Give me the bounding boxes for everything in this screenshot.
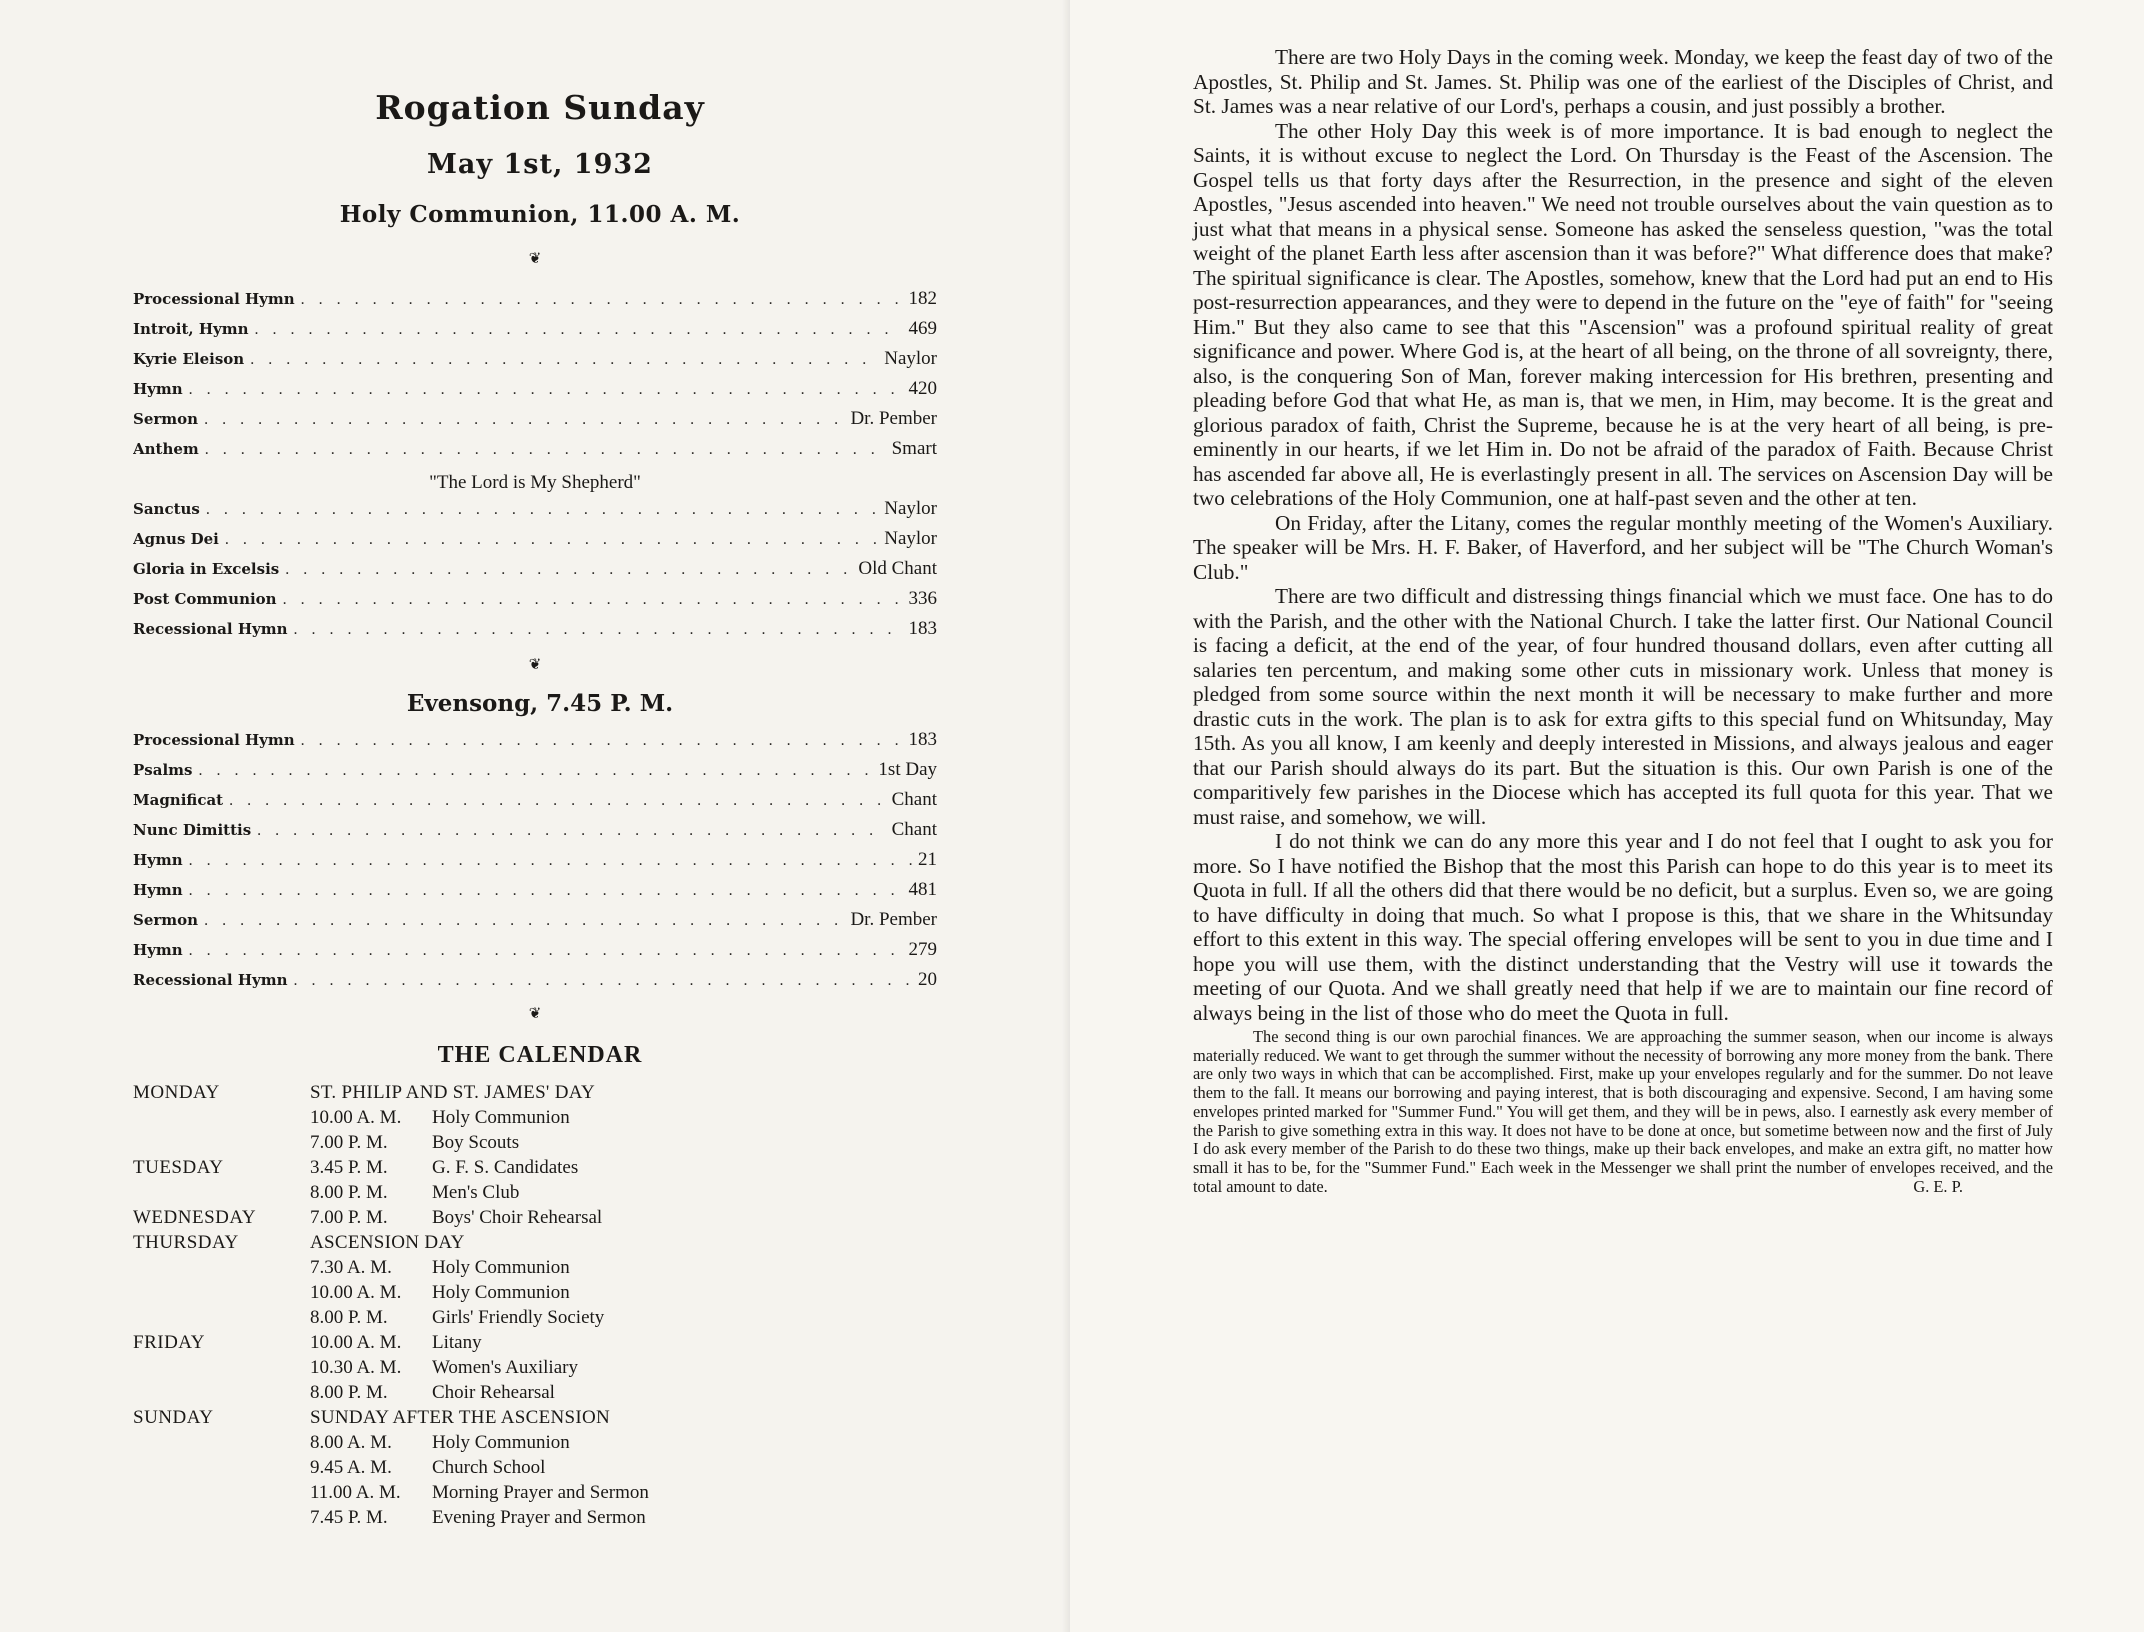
order-row <box>133 819 937 849</box>
calendar-event: Holy Communion <box>432 1107 570 1128</box>
calendar-time: 7.00 P. M. <box>310 1207 388 1228</box>
calendar <box>133 1080 933 1530</box>
calendar-row <box>133 1380 933 1405</box>
calendar-day <box>133 1430 310 1455</box>
calendar-time: 8.00 P. M. <box>310 1307 388 1328</box>
calendar-row <box>133 1355 933 1380</box>
order-row <box>133 408 937 438</box>
order-value: 1st Day <box>878 759 937 780</box>
calendar-event: Men's Club <box>432 1182 520 1203</box>
calendar-event: Girls' Friendly Society <box>432 1307 605 1328</box>
order-row <box>133 318 937 348</box>
paragraph-auxiliary: On Friday, after the Litany, comes the regular monthly meeting of the Women's Auxiliary. The speaker will be Mrs. H. F. Baker, of Haverford, and her subject will be "The Church Woman's Club." <box>1193 510 2053 584</box>
communion-order <box>133 288 937 648</box>
calendar-event: Holy Communion <box>432 1282 570 1303</box>
order-item: Psalms <box>133 761 193 779</box>
order-item: Nunc Dimittis <box>133 821 252 839</box>
calendar-day <box>133 1480 310 1505</box>
order-row <box>133 588 937 618</box>
calendar-day <box>133 1105 310 1130</box>
page-title: Rogation Sunday <box>375 88 705 127</box>
evensong-title: Evensong, 7.45 P. M. <box>406 690 674 717</box>
calendar-day: TUESDAY <box>133 1157 224 1178</box>
order-value: Naylor <box>884 348 937 369</box>
order-value: Old Chant <box>858 558 937 579</box>
calendar-day: SUNDAY <box>133 1407 214 1428</box>
paragraph-ascension: The other Holy Day this week is of more importance. It is bad enough to neglect the Saints, it is without excuse to neglect the Lord. On Thursday is the Feast of the Ascension. The Gospel tells us that forty days after the Resurrection, in the presence and sight of the eleven Apostles, "Jesus ascended into heaven." We need not trouble ourselves about the vain question as to just what that means in a physical sense. Someone has asked the senseless question, "was the total weight of the planet Earth less after ascension than it was before?" What difference does that make? The spiritual significance is clear. The Apostles, somehow, knew that the Lord had put an end to His post-resurrection appearances, and they were to depend in the future on the "eye of faith" for "seeing Him." But they also came to see that this "Ascension" was a profound spiritual reality of great significance and power. Where God is, at the heart of all being, on the throne of all sovreignty, there, also, is the conquering Son of Man, forever making intercession for His brethren, presenting and pleading before God that what He, as man is, that we men, in Him, may become. It is the great and glorious paradox of faith, Christ the Supreme, because he is at the very heart of all being, is pre-eminently in our hearts, if we let Him in. Do not be afraid of the paradox of Faith. Because Christ has ascended far above all, He is everlastingly present in all. The services on Ascension Day will be two celebrations of the Holy Communion, one at half-past seven and the other at ten. <box>1193 118 2053 510</box>
signature: G. E. P. <box>1913 1176 1963 1196</box>
order-value: Naylor <box>884 528 937 549</box>
order-row <box>133 939 937 969</box>
calendar-row <box>133 1205 933 1230</box>
calendar-event: Litany <box>432 1332 482 1353</box>
order-item: Kyrie Eleison <box>133 350 245 368</box>
calendar-event: Women's Auxiliary <box>432 1357 578 1378</box>
paragraph-summer-fund <box>1193 1028 2053 1196</box>
order-value: 469 <box>908 318 937 339</box>
calendar-row <box>133 1230 933 1255</box>
order-item: Processional Hymn <box>133 731 295 749</box>
order-value: 183 <box>908 729 937 750</box>
calendar-day <box>133 1255 310 1280</box>
calendar-day <box>133 1180 310 1205</box>
order-value: Dr. Pember <box>850 408 937 429</box>
order-value: Chant <box>891 819 937 840</box>
order-row <box>133 849 937 879</box>
calendar-day <box>133 1355 310 1380</box>
calendar-event: ST. PHILIP AND ST. JAMES' DAY <box>310 1082 596 1103</box>
order-value: 20 <box>918 969 937 990</box>
calendar-row <box>133 1130 933 1155</box>
order-item: Hymn <box>133 941 183 959</box>
order-item: Sermon <box>133 911 199 929</box>
order-item: Hymn <box>133 380 183 398</box>
calendar-day: FRIDAY <box>133 1332 205 1353</box>
order-value: Chant <box>891 789 937 810</box>
calendar-time: 7.45 P. M. <box>310 1507 388 1528</box>
order-value: Smart <box>891 438 937 459</box>
order-value: Naylor <box>884 498 937 519</box>
order-item: Processional Hymn <box>133 290 295 308</box>
calendar-event: Holy Communion <box>432 1257 570 1278</box>
calendar-day <box>133 1455 310 1480</box>
calendar-time: 8.00 P. M. <box>310 1182 388 1203</box>
calendar-title: THE CALENDAR <box>437 1042 643 1068</box>
calendar-time: 8.00 P. M. <box>310 1382 388 1403</box>
calendar-row <box>133 1105 933 1130</box>
calendar-event: ASCENSION DAY <box>310 1232 465 1253</box>
holy-communion-title: Holy Communion, 11.00 A. M. <box>339 201 741 228</box>
order-item: Sermon <box>133 410 199 428</box>
calendar-day <box>133 1280 310 1305</box>
calendar-row <box>133 1305 933 1330</box>
order-value: 420 <box>908 378 937 399</box>
order-item: Anthem <box>133 440 199 458</box>
rector-letter <box>1193 45 2053 1196</box>
order-row <box>133 528 937 558</box>
paragraph-finances: There are two difficult and distressing things financial which we must face. One has to do with the Parish, and the other with the National Church. I take the latter first. Our National Council is facing a deficit, at the end of the year, of four hundred thousand dollars, even after cutting all salaries ten percentum, and making some other cuts in missionary work. Unless that money is pledged from some source within the next month it will be necessary to make further and more drastic cuts in the work. The plan is to ask for extra gifts to this special fund on Whitsunday, May 15th. As you all know, I am keenly and deeply interested in Missions, and always jealous and eager that our Parish should always do its part. But the situation is this. Our own Parish is one of the comparitively few parishes in the Diocese which has accepted its full quota for this year. That we must raise, and somehow, we will. <box>1193 584 2053 829</box>
order-row <box>133 498 937 528</box>
calendar-row <box>133 1330 933 1355</box>
order-value: 279 <box>908 939 937 960</box>
calendar-row <box>133 1455 933 1480</box>
summer-fund-text: The second thing is our own parochial finances. We are approaching the summer season, when our income is always materially reduced. We want to get through the summer without the necessity of borrowing any more money from the bank. There are only two ways in which that can be accomplished. First, make up your envelopes regularly and for the summer. Do not leave them to the fall. It means our borrowing and paying interest, that is both discouraging and expensive. Second, I am having some envelopes printed marked for "Summer Fund." You will get them, and they will be in pews, also. I earnestly ask every member of the Parish to give something extra in this way. It does not have to be done at once, but sometime between now and the first of July I do ask every member of the Parish to do these two things, make up their back envelopes, and make an extra gift, no matter how small it has to be, for the "Summer Fund." Each week in the Messenger we shall print the number of envelopes received, and the total amount to date. <box>1193 1027 2053 1196</box>
paragraph-quota: I do not think we can do any more this year and I do not feel that I ought to ask you for more. So I have notified the Bishop that the most this Parish can hope to do this year is to meet its Quota in full. If all the others did that there would be no deficit, but a surplus. Even so, we are going to have difficulty in doing that much. So what I propose is this, that we share in the Whitsunday effort to this extent in this way. The special offering envelopes will be sent to you in due time and I hope you will use them, with the distinct understanding that the Vestry will use it towards the meeting of our Quota. And we shall greatly need that help if we are to maintain our fine record of always being in the list of those who do meet the Quota in full. <box>1193 829 2053 1025</box>
order-item: Magnificat <box>133 791 224 809</box>
service-date: May 1st, 1932 <box>427 149 653 180</box>
calendar-day <box>133 1130 310 1155</box>
calendar-event: Morning Prayer and Sermon <box>432 1482 649 1503</box>
calendar-row <box>133 1280 933 1305</box>
order-row <box>133 879 937 909</box>
order-row <box>133 789 937 819</box>
calendar-time: 3.45 P. M. <box>310 1157 388 1178</box>
calendar-row <box>133 1255 933 1280</box>
calendar-row <box>133 1480 933 1505</box>
calendar-time: 10.30 A. M. <box>310 1357 402 1378</box>
calendar-day <box>133 1380 310 1405</box>
order-value: 21 <box>918 849 937 870</box>
paragraph-holy-days: There are two Holy Days in the coming week. Monday, we keep the feast day of two of the Apostles, St. Philip and St. James. St. Philip was one of the earliest of the Disciples of Christ, and St. James was a near relative of our Lord's, perhaps a cousin, and just possibly a brother. <box>1193 45 2053 118</box>
calendar-time: 9.45 A. M. <box>310 1457 392 1478</box>
order-item: Recessional Hymn <box>133 971 288 989</box>
order-value: 183 <box>908 618 937 639</box>
anthem-title: "The Lord is My Shepherd" <box>429 472 641 493</box>
calendar-event: Boys' Choir Rehearsal <box>432 1207 603 1228</box>
order-row <box>133 618 937 648</box>
order-item: Sanctus <box>133 500 200 518</box>
ornament-icon: ❦ <box>528 1006 542 1022</box>
calendar-event: Evening Prayer and Sermon <box>432 1507 646 1528</box>
calendar-row <box>133 1405 933 1430</box>
order-row <box>133 438 937 468</box>
calendar-day <box>133 1305 310 1330</box>
order-item: Gloria in Excelsis <box>133 560 280 578</box>
calendar-row <box>133 1505 933 1530</box>
calendar-day: MONDAY <box>133 1082 220 1103</box>
order-row <box>133 969 937 999</box>
calendar-day: THURSDAY <box>133 1232 239 1253</box>
calendar-event: SUNDAY AFTER THE ASCENSION <box>310 1407 611 1428</box>
calendar-time: 10.00 A. M. <box>310 1282 402 1303</box>
calendar-time: 10.00 A. M. <box>310 1107 402 1128</box>
calendar-time: 10.00 A. M. <box>310 1332 402 1353</box>
order-row <box>133 558 937 588</box>
order-row <box>133 759 937 789</box>
ornament-icon: ❦ <box>528 251 542 267</box>
order-row <box>133 729 937 759</box>
order-item: Introit, Hymn <box>133 320 249 338</box>
order-value: 182 <box>908 288 937 309</box>
service-heading <box>300 88 780 230</box>
order-item: Hymn <box>133 881 183 899</box>
calendar-event: Holy Communion <box>432 1432 570 1453</box>
order-row <box>133 378 937 408</box>
order-item: Recessional Hymn <box>133 620 288 638</box>
order-value: 481 <box>908 879 937 900</box>
calendar-time: 8.00 A. M. <box>310 1432 392 1453</box>
order-item: Post Communion <box>133 590 277 608</box>
calendar-event: Boy Scouts <box>432 1132 520 1153</box>
order-row <box>133 288 937 318</box>
calendar-day: WEDNESDAY <box>133 1207 257 1228</box>
calendar-event: Choir Rehearsal <box>432 1382 555 1403</box>
calendar-event: G. F. S. Candidates <box>432 1157 579 1178</box>
calendar-day <box>133 1505 310 1530</box>
calendar-event: Church School <box>432 1457 546 1478</box>
order-item: Agnus Dei <box>133 530 219 548</box>
order-row <box>133 348 937 378</box>
calendar-row <box>133 1430 933 1455</box>
order-value: Dr. Pember <box>850 909 937 930</box>
calendar-time: 7.00 P. M. <box>310 1132 388 1153</box>
calendar-row <box>133 1080 933 1105</box>
order-item: Hymn <box>133 851 183 869</box>
order-row <box>133 909 937 939</box>
calendar-row <box>133 1155 933 1180</box>
order-value: 336 <box>908 588 937 609</box>
calendar-time: 11.00 A. M. <box>310 1482 401 1503</box>
calendar-row <box>133 1180 933 1205</box>
left-page <box>0 0 1070 1632</box>
evensong-order <box>133 729 937 999</box>
calendar-time: 7.30 A. M. <box>310 1257 392 1278</box>
ornament-icon: ❦ <box>528 657 542 673</box>
